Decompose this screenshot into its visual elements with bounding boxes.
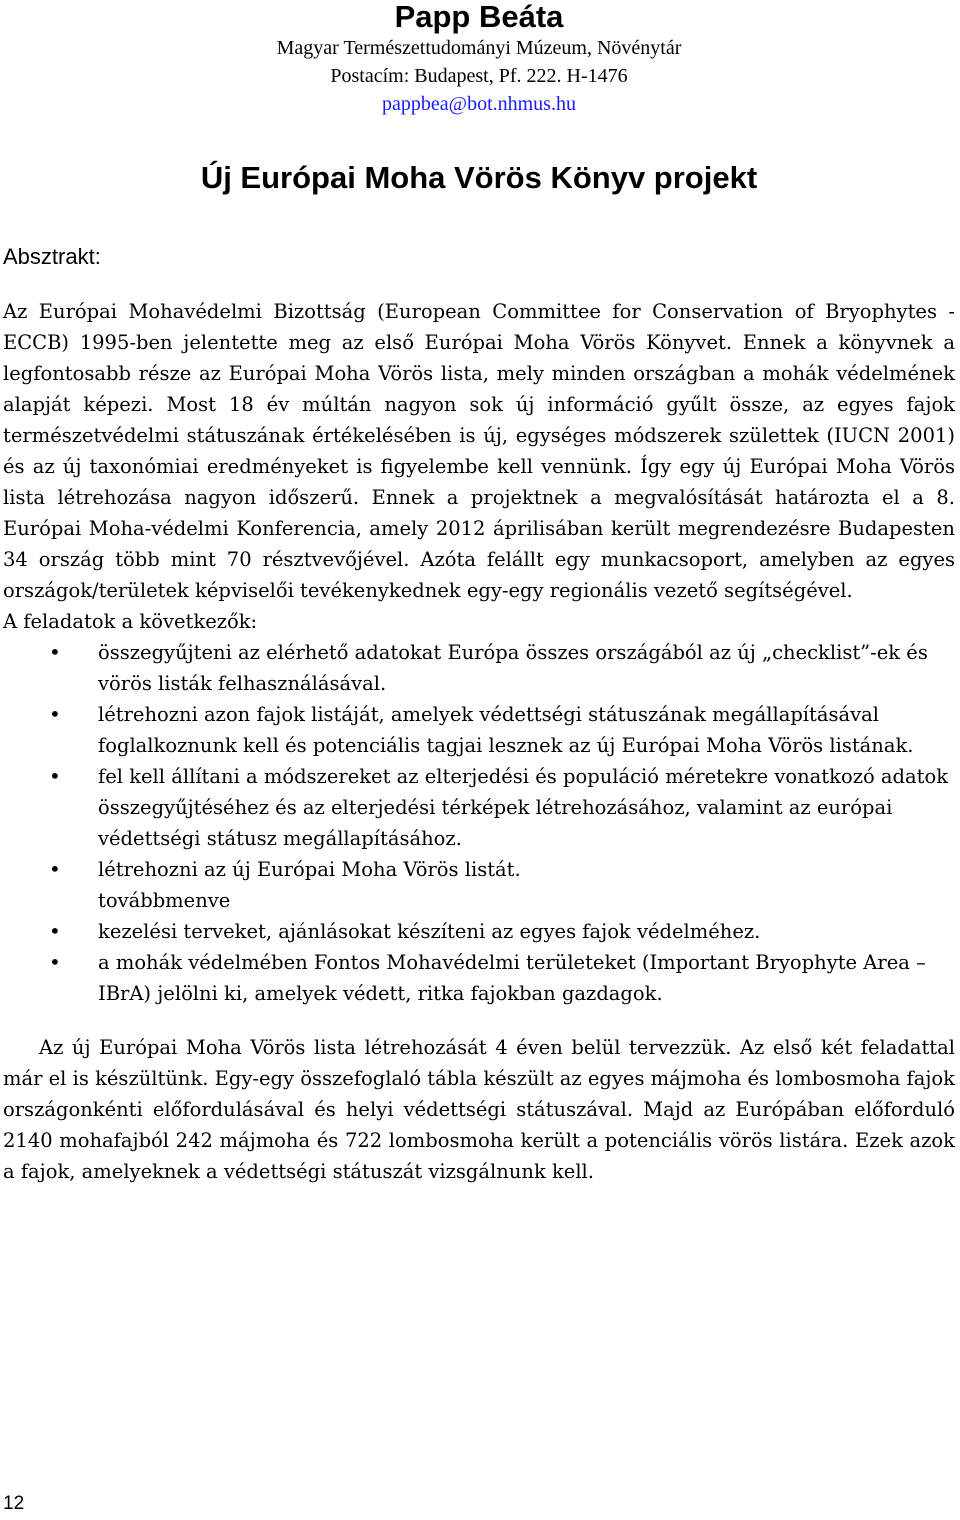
tasks-continuation: továbbmenve xyxy=(98,889,231,912)
abstract-label: Absztrakt: xyxy=(3,244,101,269)
conclusion-paragraph: Az új Európai Moha Vörös lista létrehozását 4 éven belül tervezzük. Az első két feladattal már el is készültünk. Egy-egy összefoglaló tábla készült az egyes májmoha és lombosmoha fajok országonkénti előfordulásával és helyi védettségi státuszával. Majd az Európában előforduló 2140 mohafajból 242 májmoha és 722 lombosmoha került a potenciális vörös listára. Ezek azok a fajok, amelyeknek a védettségi státuszát vizsgálnunk kell. xyxy=(3,1036,955,1183)
list-item xyxy=(3,699,955,761)
list-item xyxy=(3,854,955,885)
institution: Magyar Természettudományi Múzeum, Növénytár xyxy=(276,37,682,59)
page-number: 12 xyxy=(3,1493,25,1514)
task-text: fel kell állítani a módszereket az elterjedési és populáció méretekre vonatkozó adatok összegyűjtéséhez és az elterjedési térképek létrehozásához, valamint az európai védettségi státusz megállapításához. xyxy=(98,765,949,850)
list-item xyxy=(3,761,955,854)
document-title: Új Európai Moha Vörös Könyv projekt xyxy=(200,160,758,195)
email-link[interactable]: pappbea@bot.nhmus.hu xyxy=(382,93,576,115)
list-item xyxy=(3,637,955,699)
tasks-intro: A feladatok a következők: xyxy=(3,610,258,633)
bullet-icon: • xyxy=(49,640,61,664)
document-page xyxy=(3,0,955,1187)
tasks-list-more xyxy=(3,916,955,1009)
bullet-icon: • xyxy=(49,919,61,943)
bullet-icon: • xyxy=(49,764,61,788)
task-text: létrehozni azon fajok listáját, amelyek védettségi státuszának megállapításával foglalkoznunk kell és potenciális tagjai lesznek az új Európai Moha Vörös listának. xyxy=(98,703,914,757)
task-text: létrehozni az új Európai Moha Vörös listát. xyxy=(98,858,521,881)
task-text: összegyűjteni az elérhető adatokat Európa összes országából az új „checklist”-ek és vörös listák felhasználásával. xyxy=(98,641,928,695)
list-item xyxy=(3,947,955,1009)
author-name: Papp Beáta xyxy=(394,0,564,34)
task-text: kezelési terveket, ajánlásokat készíteni az egyes fajok védelméhez. xyxy=(98,920,761,943)
task-text: a mohák védelmében Fontos Mohavédelmi területeket (Important Bryophyte Area – IBrA) jelölni ki, amelyek védett, ritka fajokban gazdagok. xyxy=(98,951,926,1005)
list-item xyxy=(3,916,955,947)
tasks-list xyxy=(3,637,955,885)
postal-address: Postacím: Budapest, Pf. 222. H-1476 xyxy=(330,65,628,87)
tasks-section xyxy=(3,606,955,1009)
author-affiliation xyxy=(3,34,955,118)
bullet-icon: • xyxy=(49,950,61,974)
bullet-icon: • xyxy=(49,702,61,726)
abstract-paragraph: Az Európai Mohavédelmi Bizottság (European Committee for Conservation of Bryophytes - ECCB) 1995-ben jelentette meg az első Európai Moha Vörös Könyvet. Ennek a könyvnek a legfontosabb része az Európai Moha Vörös lista, mely minden országban a mohák védelmének alapját képezi. Most 18 év múltán nagyon sok új információ gyűlt össze, az egyes fajok természetvédelmi státuszának értékelésében is új, egységes módszerek születtek (IUCN 2001) és az új taxonómiai eredményeket is figyelembe kell vennünk. Így egy új Európai Moha Vörös lista létrehozása nagyon időszerű. Ennek a projektnek a megvalósítását határozta el a 8. Európai Moha-védelmi Konferencia, amely 2012 áprilisában került megrendezésre Budapesten 34 ország több mint 70 résztvevőjével. Azóta felállt egy munkacsoport, amelyben az egyes országok/területek képviselői tevékenykednek egy-egy regionális vezető segítségével. xyxy=(3,300,955,602)
bullet-icon: • xyxy=(49,857,61,881)
